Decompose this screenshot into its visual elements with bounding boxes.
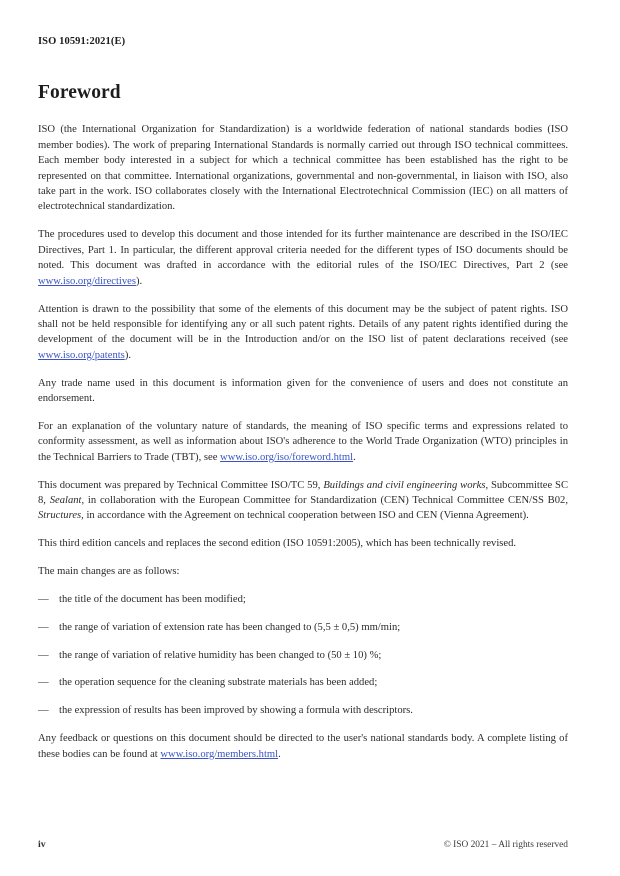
paragraph-patent-rights-text-before: Attention is drawn to the possibility that some of the elements of this document may be the subject of patent rights. ISO shall not be held responsible for identifying any or all such patent rights. Details of any patent rights identified during the development of the document will be in the Introduction and/or on the ISO list of patent declarations received (see (38, 303, 568, 346)
list-item (38, 675, 568, 690)
paragraph-edition-note: This third edition cancels and replaces the second edition (ISO 10591:2005), which has been technically revised. (38, 538, 517, 550)
link-iso-directives[interactable]: www.iso.org/directives (38, 275, 136, 287)
paragraph-procedures (38, 227, 568, 289)
list-item-label: the range of variation of extension rate has been changed to (5,5 ± 0,5) mm/min; (59, 621, 401, 633)
tc-text-b: Subcommittee SC 8, (38, 479, 569, 507)
dash-bullet-icon: — (38, 593, 49, 605)
document-body (38, 82, 568, 775)
list-item (38, 620, 568, 635)
paragraph-feedback (38, 731, 568, 762)
tc-text-d: in accordance with the Agreement on technical cooperation between ISO and CEN (Vienna Agreement). (83, 510, 529, 522)
dash-bullet-icon: — (38, 649, 49, 661)
tc-text-a: This document was prepared by Technical Committee ISO/TC 59, (38, 479, 324, 491)
paragraph-main-changes-intro: The main changes are as follows: (38, 566, 180, 578)
paragraph-feedback-text-before: Any feedback or questions on this document should be directed to the user's national standards body. A complete listing of these bodies can be found at (38, 733, 568, 760)
list-item-label: the expression of results has been improved by showing a formula with descriptors. (59, 705, 413, 717)
paragraph-voluntary-nature-text-before: For an explanation of the voluntary nature of standards, the meaning of ISO specific terms and expressions related to conformity assessment, as well as information about ISO's adherence to the World Trade Organization (WTO) principles in the Technical Barriers to Trade (TBT), see (38, 420, 568, 463)
dash-bullet-icon: — (38, 705, 49, 717)
link-iso-foreword[interactable]: www.iso.org/iso/foreword.html (220, 451, 354, 463)
dash-bullet-icon: — (38, 677, 49, 689)
paragraph-patent-rights (38, 302, 568, 364)
tc-title-buildings: Buildings and civil engineering works, (323, 479, 489, 491)
changes-list-block (38, 592, 568, 719)
paragraph-voluntary-nature (38, 419, 568, 465)
tc-title-sealant: Sealant, (49, 495, 85, 507)
paragraph-voluntary-nature-text-after: . (353, 451, 356, 463)
dash-bullet-icon: — (38, 621, 49, 633)
paragraph-iso-description: ISO (the International Organization for Standardization) is a worldwide federation of national standards bodies (ISO member bodies). The work of preparing International Standards is normally carried out through ISO technical committees. Each member body interested in a subject for which a technical committee has been established has the right to be represented on that committee. International organizations, governmental and non-governmental, in liaison with ISO, also take part in the work. ISO collaborates closely with the International Electrotechnical Commission (IEC) on all matters of electrotechnical standardization. (38, 124, 568, 213)
paragraph-procedures-text-after: ). (135, 275, 143, 287)
link-iso-patents[interactable]: www.iso.org/patents (38, 349, 125, 361)
list-item-label: the operation sequence for the cleaning substrate materials has been added; (59, 677, 378, 689)
list-item (38, 703, 568, 718)
paragraph-technical-committee (38, 478, 568, 524)
document-reference: ISO 10591:2021(E) (38, 36, 126, 47)
link-iso-members[interactable]: www.iso.org/members.html (160, 748, 279, 760)
list-item (38, 648, 568, 663)
page-title: Foreword (38, 82, 121, 103)
paragraph-procedures-text-before: The procedures used to develop this document and those intended for its further maintenance are described in the ISO/IEC Directives, Part 1. In particular, the different approval criteria needed for the different types of ISO documents should be noted. This document was drafted in accordance with the editorial rules of the ISO/IEC Directives, Part 2 (see (38, 229, 568, 272)
list-item-label: the title of the document has been modified; (59, 593, 246, 605)
paragraph-feedback-text-after: . (278, 748, 281, 760)
page-footer (38, 839, 568, 850)
changes-list (38, 592, 568, 719)
list-item-label: the range of variation of relative humidity has been changed to (50 ± 10) %; (59, 649, 382, 661)
tc-title-structures: Structures, (38, 510, 84, 522)
list-item (38, 592, 568, 607)
running-header (38, 36, 568, 47)
paragraph-trade-name: Any trade name used in this document is information given for the convenience of users and does not constitute an endorsement. (38, 377, 568, 405)
paragraph-patent-rights-text-after: ). (124, 349, 131, 361)
copyright-notice: © ISO 2021 – All rights reserved (443, 840, 568, 850)
page-number: iv (38, 839, 46, 850)
tc-text-c: in collaboration with the European Committee for Standardization (CEN) Technical Committee CEN/SS B02, (84, 495, 568, 507)
